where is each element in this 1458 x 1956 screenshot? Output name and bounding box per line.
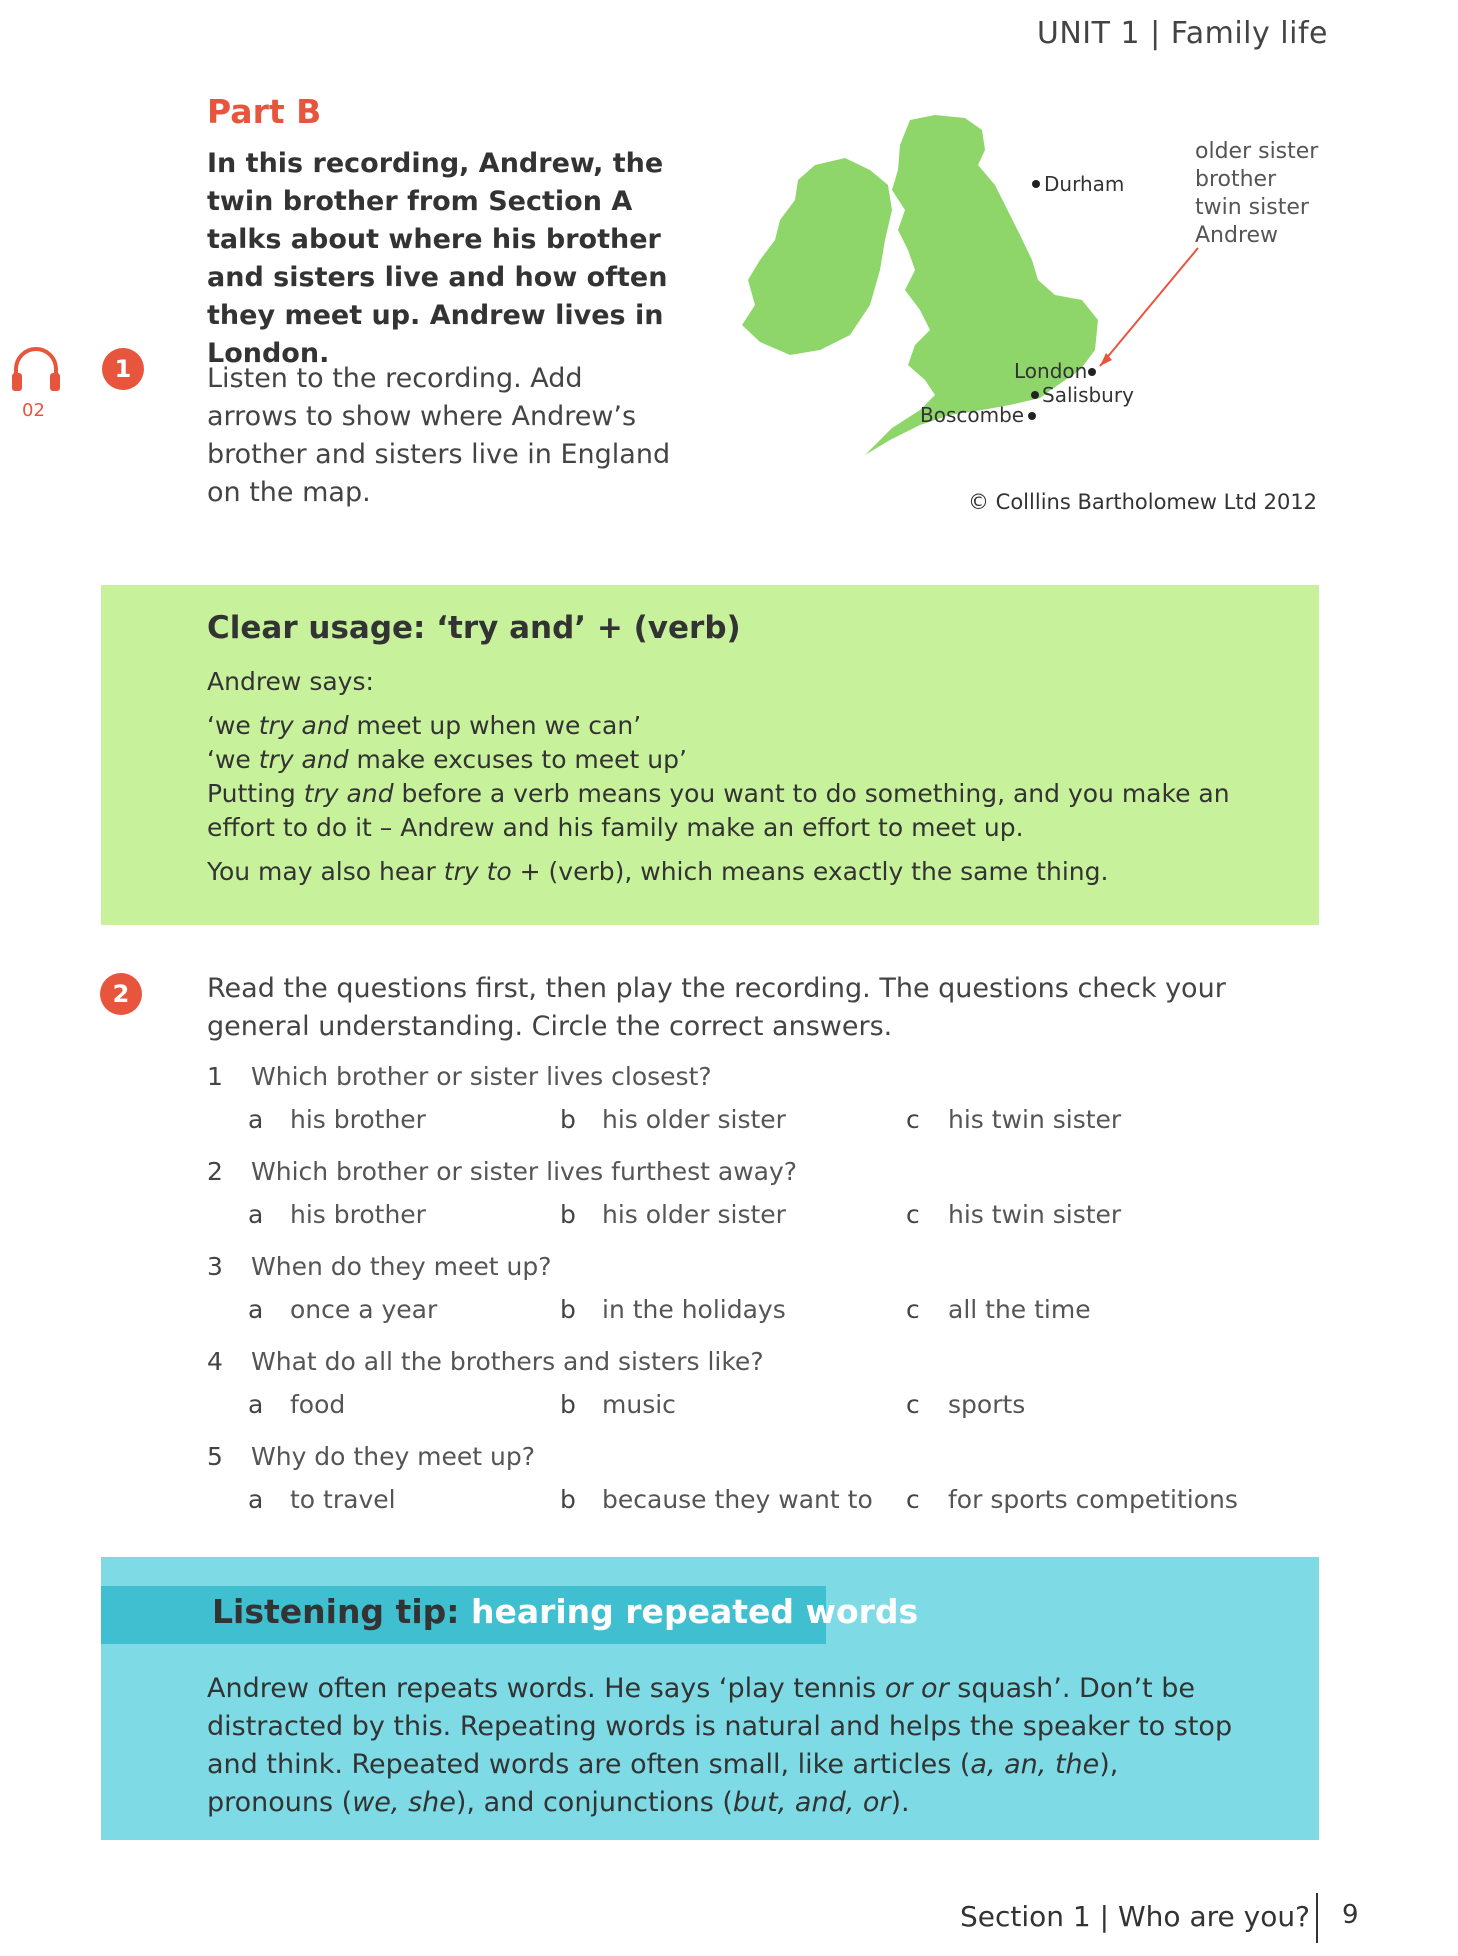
boscombe-label: Boscombe: [920, 403, 1025, 427]
answer-option[interactable]: c his twin sister: [906, 1105, 1122, 1134]
answer-option[interactable]: b his older sister: [560, 1200, 786, 1229]
quote-2: ‘we try and make excuses to meet up’: [207, 745, 687, 774]
legend-item: older sister: [1195, 139, 1319, 164]
legend-item: twin sister: [1195, 195, 1309, 220]
headphones-icon[interactable]: [10, 345, 62, 393]
usage-also: You may also hear try to + (verb), which means exactly the same thing.: [207, 857, 1109, 886]
unit-title: UNIT 1 | Family life: [1036, 16, 1328, 51]
exercise-1-instruction: Listen to the recording. Add arrows to show where Andrew’s brother and sisters live in England on the map.: [207, 363, 671, 508]
answer-option[interactable]: a food: [248, 1390, 346, 1419]
answer-option[interactable]: a his brother: [248, 1200, 426, 1229]
clear-usage-title: Clear usage: ‘try and’ + (verb): [207, 610, 741, 646]
answer-option[interactable]: b music: [560, 1390, 676, 1419]
question: 1 Which brother or sister lives closest?: [207, 1062, 712, 1091]
answer-option[interactable]: a to travel: [248, 1485, 396, 1514]
salisbury-dot: [1031, 391, 1039, 399]
legend-item: Andrew: [1195, 223, 1279, 248]
footer-section: Section 1 | Who are you?: [960, 1900, 1310, 1933]
clear-usage-body: [207, 665, 1247, 899]
exercise-2-instruction: Read the questions first, then play the recording. The questions check your general understanding. Circle the correct answers.: [207, 973, 1226, 1042]
salisbury-label: Salisbury: [1042, 383, 1134, 407]
answer-option[interactable]: c his twin sister: [906, 1200, 1122, 1229]
answer-option[interactable]: a his brother: [248, 1105, 426, 1134]
page-number: 9: [1342, 1900, 1359, 1930]
answer-option[interactable]: c all the time: [906, 1295, 1091, 1324]
listening-tip-body: Andrew often repeats words. He says ‘play tennis or or squash’. Don’t be distracted by this. Repeating words is natural and helps the speaker to stop and think. Repeated words are often small, like articles (a, an, the), pronouns (we, she), and conjunctions (but, and, or).: [207, 1673, 1233, 1818]
map-legend: [1195, 138, 1318, 250]
answer-option[interactable]: a once a year: [248, 1295, 438, 1324]
answer-option[interactable]: b because they want to: [560, 1485, 873, 1514]
question: 3 When do they meet up?: [207, 1252, 552, 1281]
boscombe-dot: [1028, 412, 1036, 420]
usage-explanation: Putting try and before a verb means you want to do something, and you make an effort to do it – Andrew and his family make an effort to meet up.: [207, 779, 1230, 842]
london-dot: [1088, 368, 1096, 376]
legend-item: brother: [1195, 167, 1277, 192]
andrew-arrow-line: [1100, 248, 1198, 366]
listening-tip-title: Listening tip: hearing repeated words: [212, 1592, 919, 1631]
exercise-2-number: 2: [100, 973, 142, 1015]
footer-divider: [1316, 1893, 1318, 1943]
london-label: London: [1014, 359, 1088, 383]
part-b-intro: In this recording, Andrew, the twin brother from Section A talks about where his brother and sisters live and how often they meet up. Andrew lives in London.: [207, 148, 668, 369]
question: 5 Why do they meet up?: [207, 1442, 536, 1471]
answer-option[interactable]: c for sports competitions: [906, 1485, 1238, 1514]
durham-label: Durham: [1044, 172, 1125, 196]
question: 2 Which brother or sister lives furthest away?: [207, 1157, 798, 1186]
answer-option[interactable]: c sports: [906, 1390, 1026, 1419]
ireland-shape: [742, 158, 892, 355]
question: 4 What do all the brothers and sisters like?: [207, 1347, 764, 1376]
part-b-title: Part B: [207, 92, 322, 131]
map-credit: © Colllins Bartholomew Ltd 2012: [968, 490, 1318, 514]
andrew-says: Andrew says:: [207, 667, 374, 696]
durham-dot: [1032, 180, 1040, 188]
answer-option[interactable]: b his older sister: [560, 1105, 786, 1134]
audio-track-number: 02: [22, 400, 45, 421]
answer-option[interactable]: b in the holidays: [560, 1295, 786, 1324]
quote-1: ‘we try and meet up when we can’: [207, 711, 642, 740]
exercise-1-number: 1: [102, 348, 144, 390]
